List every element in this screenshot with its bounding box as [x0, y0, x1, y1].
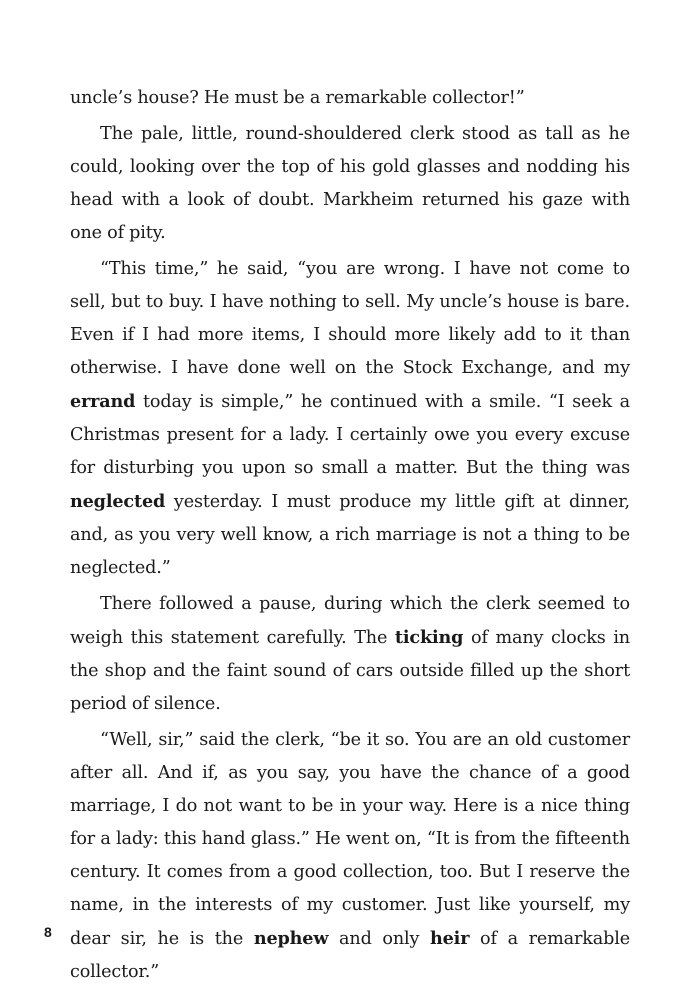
text-segment: of many clocks in the shop and the faint sound of cars outside filled up the short period of silence.	[70, 628, 630, 714]
vocab-word-heir: heir	[430, 928, 470, 949]
text-segment: of a remarkable collector.”	[70, 929, 630, 982]
paragraph-1	[70, 82, 630, 115]
vocab-word-nephew: nephew	[253, 928, 329, 949]
text-segment: uncle’s house? He must be a remarkable collector!”	[70, 88, 525, 108]
text-segment: and only	[328, 929, 430, 949]
vocab-word-ticking: ticking	[394, 627, 464, 648]
paragraph-2	[70, 118, 630, 250]
text-segment: There followed a pause, during which the clerk seemed to weigh this statement carefully. The	[70, 594, 630, 648]
text-segment: The pale, little, round-shouldered clerk stood as tall as he could, looking over the top of his gold glasses and nodding his head with a look of doubt. Markheim returned his gaze with one of pity.	[70, 124, 630, 243]
text-segment: yesterday. I must produce my little gift at dinner, and, as you very well know, a rich marriage is not a thing to be neglected.”	[70, 492, 630, 578]
text-segment: today is simple,” he continued with a smile. “I seek a Christmas present for a lady. I certainly owe you every excuse for disturbing you upon so small a matter. But the thing was	[70, 392, 630, 478]
vocab-word-errand: errand	[70, 391, 136, 412]
vocab-word-neglected: neglected	[70, 491, 166, 512]
text-segment: “This time,” he said, “you are wrong. I have not come to sell, but to buy. I have nothing to sell. My uncle’s house is bare. Even if I had more items, I should more likely add to it than otherwise. I have done well on the Stock Exchange, and my	[70, 259, 630, 378]
page-body	[70, 82, 630, 992]
paragraph-4	[70, 588, 630, 721]
text-segment: “Well, sir,” said the clerk, “be it so. You are an old customer after all. And if, as you say, you have the chance of a good marriage, I do not want to be in your way. Here is a nice thing for a lady: this hand glass.” He went on, “It is from the fifteenth century. It comes from a good collection, too. But I reserve the name, in the interests of my customer. Just like yourself, my dear sir, he is the	[70, 730, 630, 949]
page-number: 8	[44, 924, 52, 940]
paragraph-3	[70, 253, 630, 585]
paragraph-5	[70, 724, 630, 989]
